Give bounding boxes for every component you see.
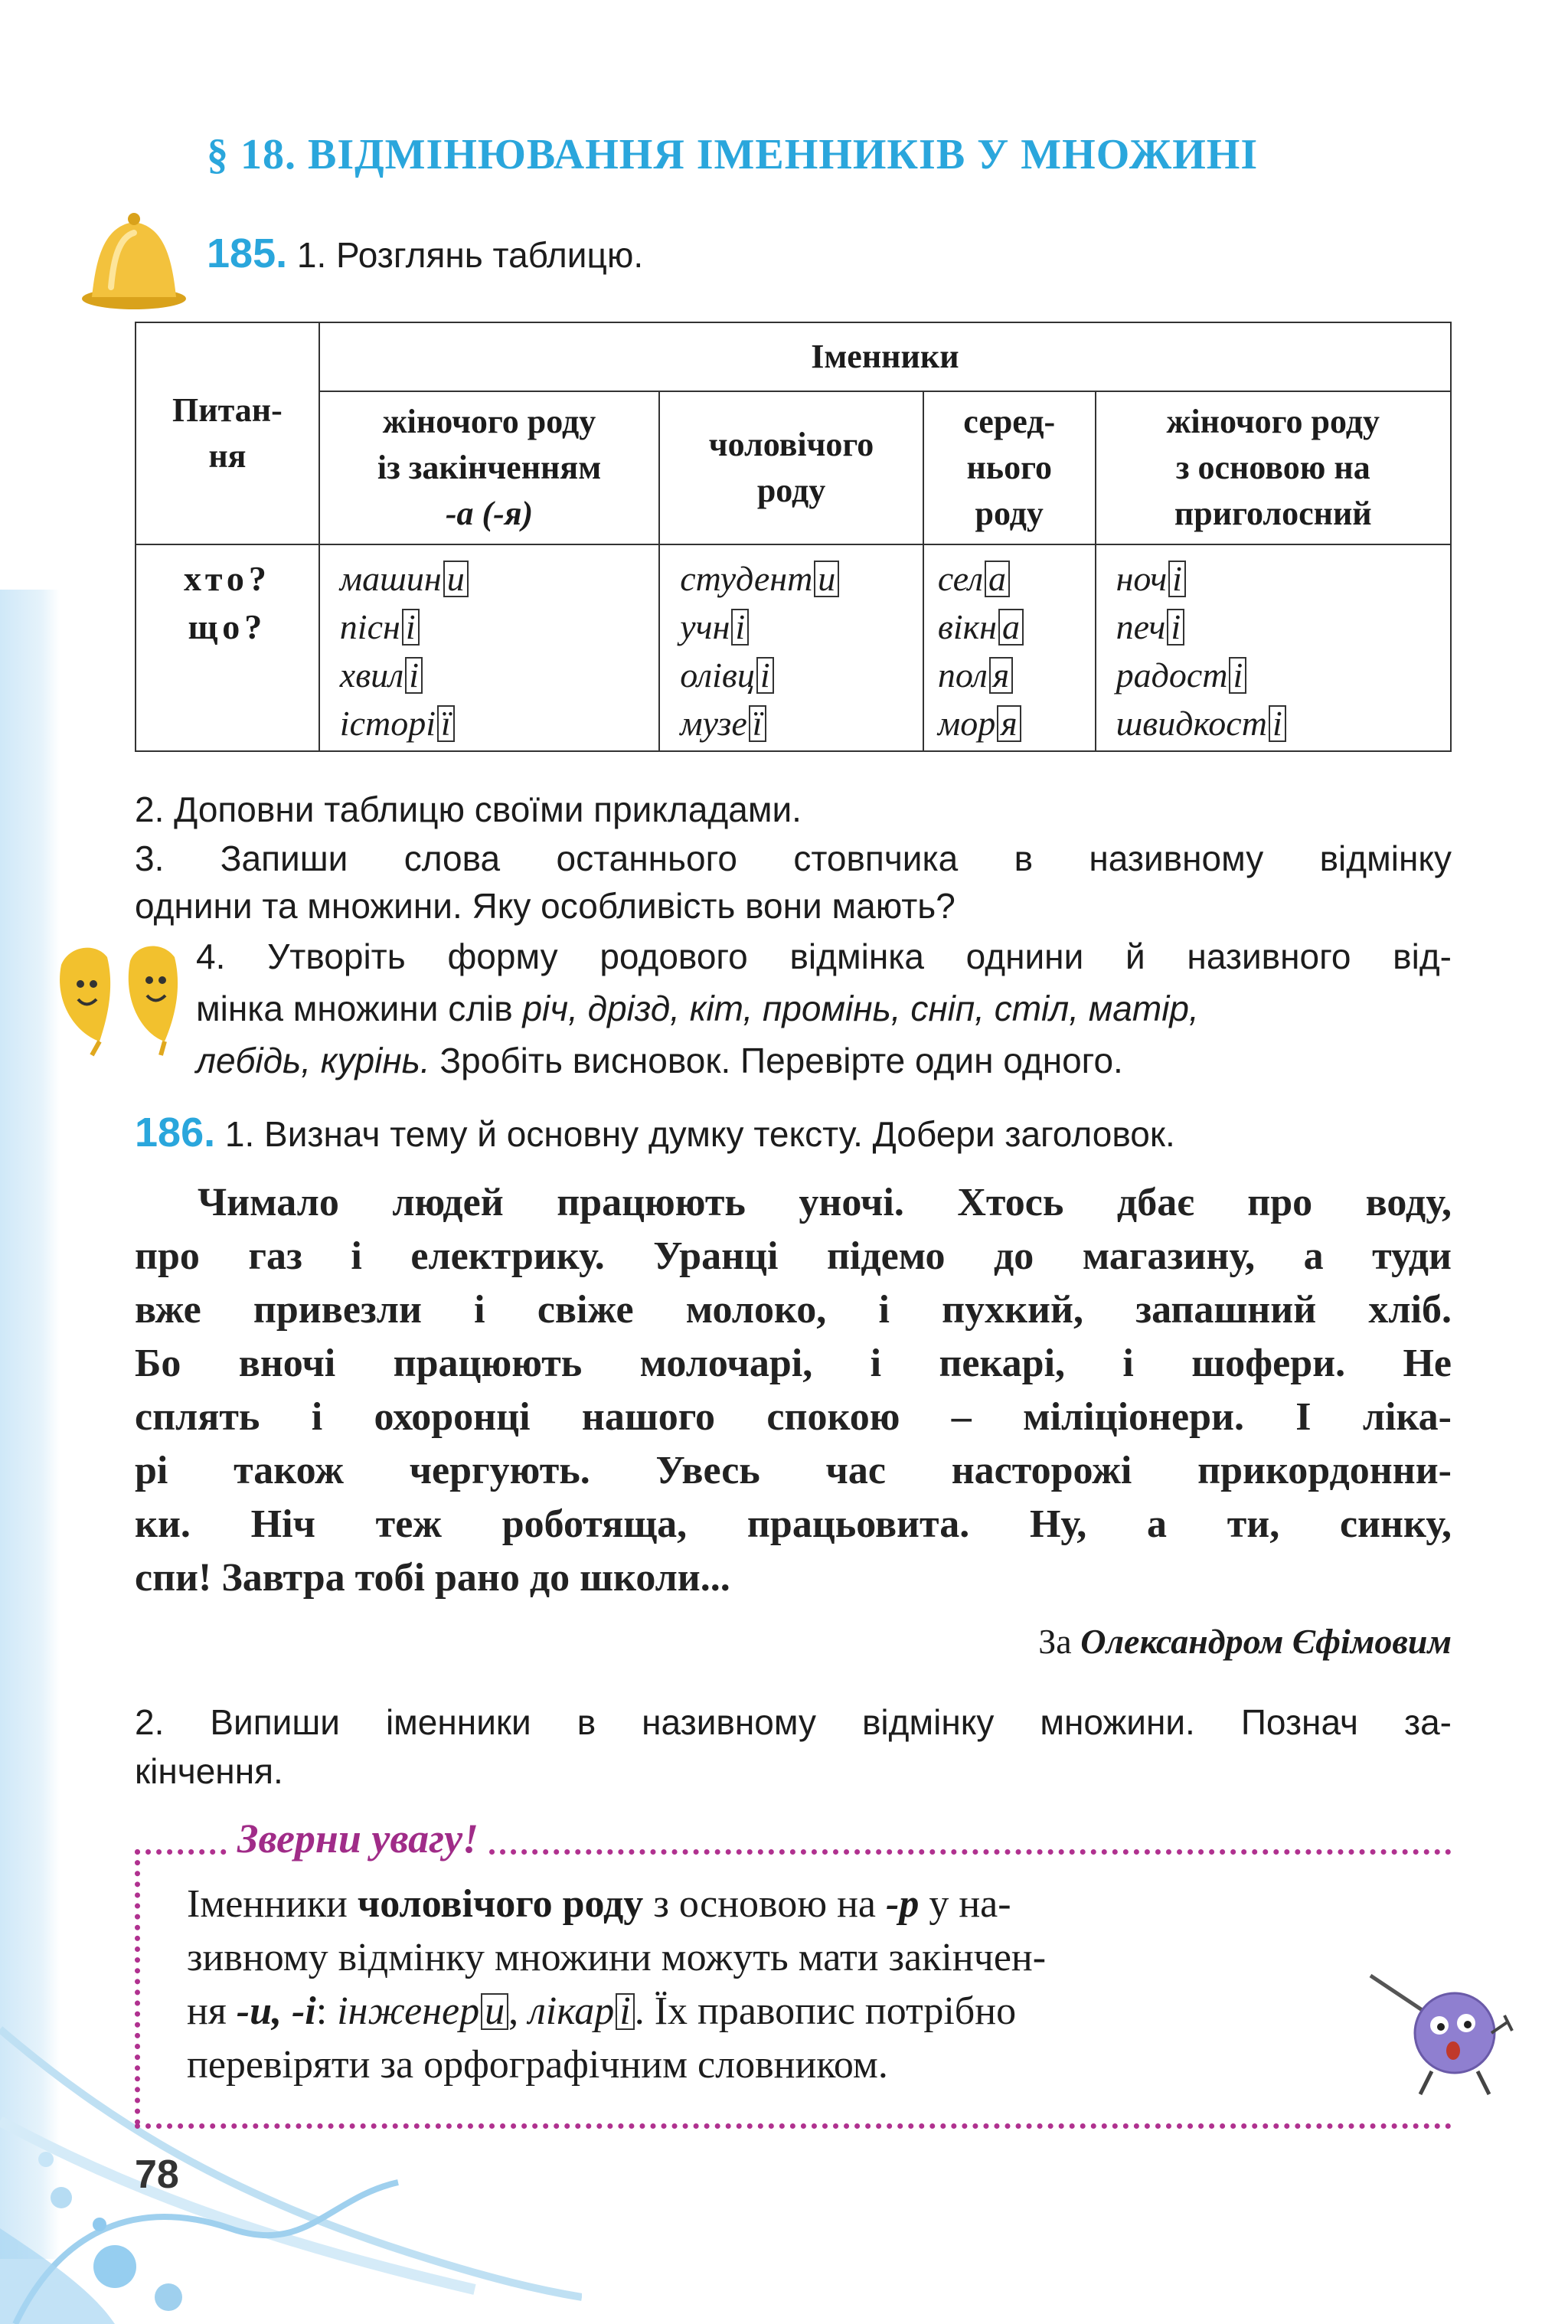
word-ending: і (1269, 705, 1286, 742)
header-neut-line1: серед- (963, 403, 1056, 440)
story-author (135, 1620, 1452, 1662)
word-item (938, 603, 1095, 651)
note-text: Іменники (187, 1882, 358, 1926)
header-nouns: Іменники (319, 322, 1451, 391)
section-heading: § 18. ВІДМІНЮВАННЯ ІМЕННИКІВ У МНОЖИНІ (207, 131, 1259, 178)
note-text: у на- (919, 1882, 1011, 1926)
note-line-3 (187, 1985, 1016, 2038)
word-stem: музе (680, 704, 747, 743)
word-item (1116, 651, 1450, 699)
question-cell (136, 544, 319, 751)
note-text: з основою на (643, 1882, 887, 1926)
word-stem: радост (1116, 655, 1228, 695)
word-ending: і (731, 609, 749, 646)
header-masc-line1: чоловічого (708, 426, 874, 463)
note-line-4: перевіряти за орфографічним словником. (187, 2043, 888, 2087)
header-fem-consonant (1096, 391, 1451, 544)
word-ending: а (998, 609, 1024, 646)
examples-fem-consonant (1096, 544, 1451, 751)
header-fem-c-line2: з основою на (1175, 449, 1370, 486)
word-ending: и (443, 561, 469, 597)
word-stem: хвил (339, 655, 404, 695)
header-fem-a-line3: -а (-я) (445, 495, 534, 532)
note-text: : (315, 1989, 338, 2033)
story-line: Чимало людей працюють уночі. Хтось дбає про воду, (198, 1181, 1452, 1224)
word-stem: мор (937, 704, 996, 743)
story-line: вже привезли і свіже молоко, і пухкий, запашний хліб. (135, 1288, 1452, 1332)
header-neuter (923, 391, 1096, 544)
bell-icon (77, 207, 191, 314)
note-text: ня (187, 1989, 237, 2033)
word-stem: вікн (937, 607, 997, 646)
note-example-stem: лікар (528, 1989, 615, 2033)
header-question-text: Питан- ня (172, 391, 283, 475)
header-fem-ending-a (319, 391, 659, 544)
word-stem: історі (339, 704, 436, 743)
word-item (680, 651, 923, 699)
exercise-186-task1 (135, 1109, 1175, 1156)
note-text: . Їх правопис потрібно (634, 1989, 1017, 2033)
word-stem: печ (1116, 607, 1166, 646)
word-stem: машин (339, 559, 442, 598)
note-example-ending: і (616, 1993, 634, 2030)
exercise-185-task4-line1: 4. Утворіть форму родового відмінка однини й називного від- (196, 936, 1452, 976)
page-number: 78 (135, 2152, 179, 2197)
header-neut-line3: роду (975, 495, 1044, 532)
word-item (680, 699, 923, 747)
pair-work-icon (46, 934, 199, 1057)
exercise-185-task1-text: 1. Розглянь таблицю. (296, 235, 644, 275)
word-ending: ї (749, 705, 766, 742)
word-item (340, 603, 658, 651)
task4-text: мінка множини слів (196, 989, 523, 1028)
word-item (1116, 699, 1450, 747)
header-masculine (659, 391, 923, 544)
examples-masculine (659, 544, 923, 751)
exercise-186-task1-text: 1. Визнач тему й основну думку тексту. Добери заголовок. (224, 1114, 1175, 1154)
word-stem: пісн (339, 607, 400, 646)
header-question (136, 322, 319, 544)
word-stem: швидкост (1116, 704, 1267, 743)
note-border-left (135, 1849, 140, 2125)
word-ending: і (405, 657, 423, 694)
story-line: сплять і охоронці нашого спокою – міліціонери. І ліка- (135, 1395, 1452, 1439)
header-fem-c-line3: приголосний (1174, 495, 1372, 532)
note-line-2: зивному відмінку множини можуть мати закінчен- (187, 1936, 1047, 1979)
note-text: , (508, 1989, 529, 2033)
task4-words-a: річ, дрізд, кіт, промінь, сніп, стіл, матір, (522, 989, 1199, 1028)
exercise-185-task1 (207, 230, 643, 277)
header-neut-line2: нього (966, 449, 1052, 486)
word-item (340, 554, 658, 603)
note-example-stem: інженер (337, 1989, 480, 2033)
examples-neuter (923, 544, 1096, 751)
word-ending: я (989, 657, 1013, 694)
exercise-186-task2-line2: кінчення. (135, 1751, 283, 1791)
word-ending: і (1168, 561, 1186, 597)
word-item (1116, 554, 1450, 603)
word-stem: олівц (680, 655, 755, 695)
author-name: Олександром Єфімовим (1080, 1622, 1452, 1661)
word-ending: и (814, 561, 839, 597)
word-stem: пол (937, 655, 988, 695)
header-fem-a-line1: жіночого роду (382, 403, 596, 440)
word-ending: і (1167, 609, 1184, 646)
note-example-ending: и (481, 1993, 508, 2030)
note-title: Зверни увагу! (230, 1815, 486, 1862)
story-text (135, 1176, 1452, 1605)
mascot-pointer-icon (1363, 1960, 1516, 2106)
story-line: спи! Завтра тобі рано до школи... (135, 1556, 730, 1600)
exercise-185-task3-line1: 3. Запиши слова останнього стовпчика в називному відмінку (135, 838, 1452, 878)
word-item (340, 699, 658, 747)
word-item (680, 603, 923, 651)
word-ending: і (402, 609, 420, 646)
word-stem: учн (680, 607, 730, 646)
word-stem: студент (680, 559, 813, 598)
story-line: про газ і електрику. Уранці підемо до магазину, а туди (135, 1234, 1452, 1278)
story-line: рі також чергують. Увесь час насторожі прикордонни- (135, 1449, 1452, 1492)
exercise-186-task2-line1: 2. Випиши іменники в називному відмінку множини. Познач за- (135, 1702, 1452, 1742)
exercise-185-task4-line3 (196, 1037, 1123, 1084)
exercise-185-task2: 2. Доповни таблицю своїми прикладами. (135, 789, 802, 829)
note-suffix: -р (886, 1882, 920, 1926)
word-ending: ї (437, 705, 455, 742)
question-who: хто? (183, 559, 271, 598)
noun-endings-table (135, 322, 1452, 752)
exercise-185-task4-line2 (196, 985, 1199, 1032)
header-fem-c-line1: жіночого роду (1166, 403, 1380, 440)
examples-fem-a (319, 544, 659, 751)
note-endings: -и, -і (236, 1989, 316, 2033)
word-ending: я (997, 705, 1021, 742)
story-line: Бо вночі працюють молочарі, і пекарі, і шофери. Не (135, 1342, 1452, 1385)
note-border-bottom (135, 2123, 1452, 2129)
word-item (340, 651, 658, 699)
author-prefix: За (1038, 1622, 1081, 1661)
word-stem: сел (937, 559, 983, 598)
word-ending: і (756, 657, 774, 694)
header-masc-line2: роду (756, 472, 826, 509)
word-item (938, 554, 1095, 603)
word-ending: і (1229, 657, 1246, 694)
question-what: що? (188, 607, 267, 646)
word-stem: ноч (1116, 559, 1168, 598)
word-item (938, 699, 1095, 747)
word-item (680, 554, 923, 603)
task4-conclusion: Зробіть висновок. Перевірте один одного. (430, 1041, 1123, 1080)
word-item (938, 651, 1095, 699)
word-ending: а (985, 561, 1010, 597)
exercise-185-task3-line2: однини та множини. Яку особливість вони мають? (135, 886, 956, 926)
note-bold: чоловічого роду (357, 1882, 644, 1926)
exercise-number-185: 185. (207, 230, 288, 276)
header-fem-a-line2: із закінченням (377, 449, 602, 486)
task4-words-b: лебідь, курінь. (196, 1041, 430, 1080)
exercise-number-186: 186. (135, 1110, 216, 1155)
story-line: ки. Ніч теж роботяща, працьовита. Ну, а ти, синку, (135, 1502, 1452, 1546)
note-line-1 (187, 1878, 1011, 1931)
word-item (1116, 603, 1450, 651)
